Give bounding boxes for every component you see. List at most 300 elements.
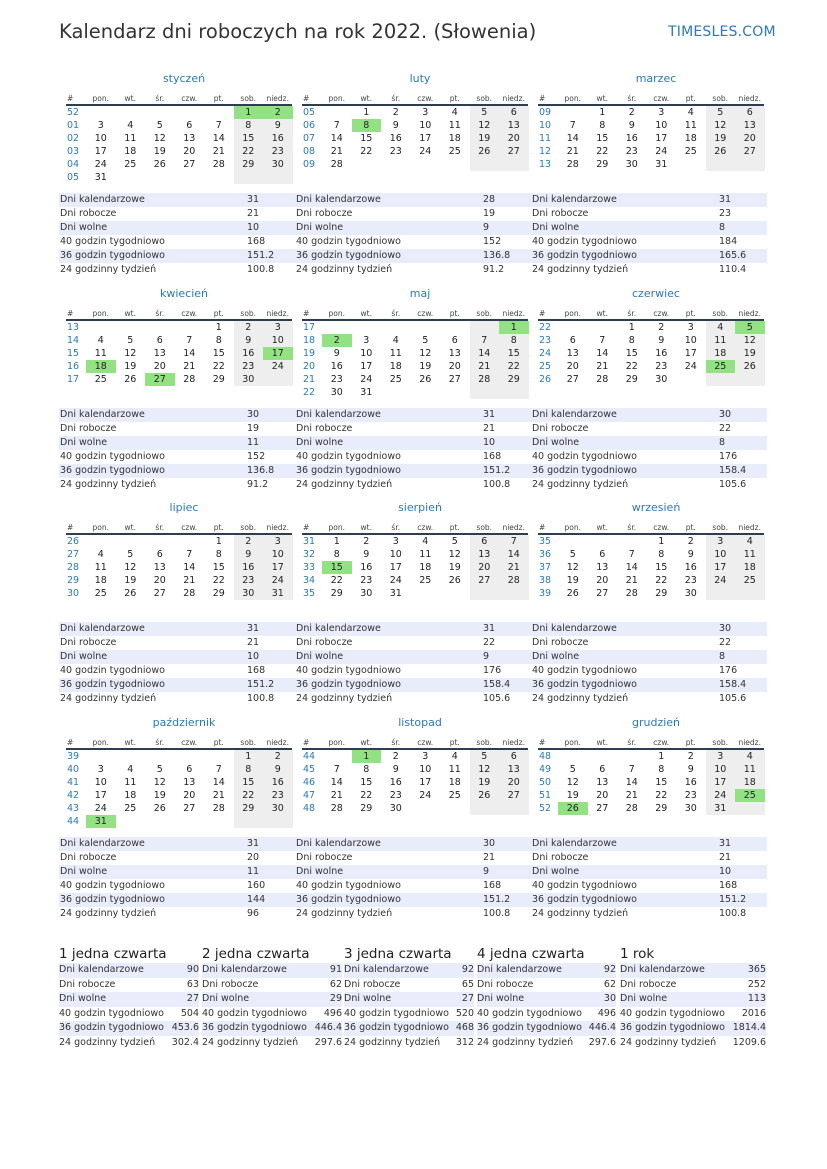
day-cell: 5 (451, 536, 458, 547)
day-cell: 4 (735, 535, 765, 548)
empty-cell (175, 535, 205, 548)
day-cell: 27 (735, 145, 765, 158)
day-cell: 17 (684, 348, 697, 359)
stats-row (531, 678, 767, 692)
summary-label: Dni kalendarzowe (202, 964, 287, 975)
day-cell: 12 (470, 763, 500, 776)
summary-row (202, 978, 342, 993)
day-cell: 26 (153, 159, 166, 170)
week-number: 45 (303, 764, 316, 775)
stats-row (59, 263, 295, 277)
day-cell: 18 (419, 562, 432, 573)
stat-value: 21 (483, 852, 496, 863)
day-cell: 10 (263, 548, 293, 561)
stats-row (531, 478, 767, 492)
day-cell: 19 (566, 790, 579, 801)
day-cell: 26 (558, 802, 588, 815)
stat-label: Dni kalendarzowe (296, 623, 381, 634)
day-cell: 13 (735, 119, 765, 132)
week-row (538, 750, 764, 763)
day-cell: 5 (156, 120, 163, 131)
summary-label: Dni robocze (477, 978, 534, 990)
stat-value: 105.6 (719, 693, 747, 704)
day-cell: 28 (625, 803, 638, 814)
day-cell: 28 (330, 159, 343, 170)
day-cell: 6 (499, 106, 529, 119)
day-cell: 4 (97, 549, 104, 560)
day-cell: 13 (448, 348, 461, 359)
week-row (66, 776, 292, 789)
day-cell: 21 (566, 146, 579, 157)
weekday-label: pt. (213, 94, 224, 103)
weekday-label: niedz. (502, 94, 526, 103)
day-cell: 29 (655, 588, 668, 599)
weekday-header (66, 736, 292, 750)
summary-value: 1209.6 (732, 1036, 766, 1048)
empty-cell (204, 171, 234, 184)
weekday-label: pt. (213, 523, 224, 532)
day-cell: 11 (706, 334, 736, 347)
weekday-header (538, 92, 764, 106)
week-number: 42 (67, 790, 80, 801)
stat-value: 21 (719, 852, 732, 863)
stat-value: 8 (719, 651, 726, 662)
day-cell: 16 (684, 777, 697, 788)
day-cell: 22 (655, 575, 668, 586)
summary-label: 36 godzin tygodniowo (620, 1022, 725, 1033)
week-row (538, 587, 764, 600)
stats-row (295, 408, 531, 422)
week-row (538, 561, 764, 574)
stat-value: 176 (719, 451, 738, 462)
day-cell: 29 (499, 373, 529, 386)
stat-label: Dni kalendarzowe (532, 194, 617, 205)
day-cell: 28 (212, 803, 225, 814)
day-cell: 7 (628, 764, 635, 775)
calendar-grid (302, 521, 528, 600)
day-cell: 10 (419, 120, 432, 131)
summary-rows (202, 963, 342, 1050)
day-cell: 7 (186, 549, 193, 560)
day-cell: 14 (330, 133, 343, 144)
summary-row (59, 1007, 199, 1022)
stat-label: 40 godzin tygodniowo (532, 236, 637, 247)
empty-cell (558, 535, 588, 548)
stats-row (295, 263, 531, 277)
stats-row (59, 664, 295, 678)
empty-cell (440, 802, 470, 815)
stat-label: 24 godzinny tydzień (296, 479, 393, 490)
day-cell: 19 (448, 562, 461, 573)
month-stats (295, 837, 531, 921)
day-cell: 10 (706, 548, 736, 561)
weekday-label: sob. (476, 738, 493, 747)
week-row (538, 789, 764, 802)
summary-value: 297.6 (588, 1036, 616, 1048)
stat-value: 168 (719, 880, 738, 891)
weekday-header (66, 307, 292, 321)
stats-row (59, 235, 295, 249)
summary-label: Dni wolne (477, 993, 525, 1004)
day-cell: 20 (470, 561, 500, 574)
summary-label: Dni robocze (344, 978, 401, 990)
day-cell: 12 (735, 334, 765, 347)
stat-value: 151.2 (247, 679, 275, 690)
week-row (538, 347, 764, 360)
summary-value: 65 (461, 978, 474, 990)
weekday-header (302, 521, 528, 535)
day-cell: 26 (706, 145, 736, 158)
day-cell: 6 (499, 750, 529, 763)
week-row (302, 334, 528, 347)
week-number: 40 (67, 764, 80, 775)
weekday-header (302, 307, 528, 321)
day-cell: 24 (94, 159, 107, 170)
weekday-label: wt. (360, 523, 372, 532)
weekday-label: śr. (155, 738, 165, 747)
day-cell: 7 (333, 764, 340, 775)
day-cell: 19 (735, 347, 765, 360)
stats-row (295, 879, 531, 893)
week-number: 12 (539, 146, 552, 157)
day-cell: 27 (183, 803, 196, 814)
day-cell: 23 (263, 145, 293, 158)
day-cell: 2 (234, 321, 264, 334)
stat-label: 40 godzin tygodniowo (532, 665, 637, 676)
weekday-label: # (67, 94, 74, 103)
week-row (302, 386, 528, 399)
stat-value: 30 (719, 409, 732, 420)
stat-value: 144 (247, 894, 266, 905)
month-block (295, 287, 535, 490)
day-cell: 22 (360, 790, 373, 801)
stat-label: 24 godzinny tydzień (296, 693, 393, 704)
summary-value: 63 (186, 978, 199, 990)
day-cell: 13 (499, 763, 529, 776)
summary-value: 62 (603, 978, 616, 990)
stats-row (59, 221, 295, 235)
stat-label: Dni robocze (296, 637, 353, 648)
day-cell: 3 (392, 536, 399, 547)
calendar-grid (302, 307, 528, 399)
month-block (295, 501, 535, 704)
week-number: 01 (67, 120, 80, 131)
weekday-label: # (303, 738, 310, 747)
stats-row (531, 235, 767, 249)
stats-row (295, 221, 531, 235)
day-cell: 16 (684, 562, 697, 573)
weekday-label: # (303, 94, 310, 103)
day-cell: 17 (706, 561, 736, 574)
stat-value: 23 (719, 208, 732, 219)
day-cell: 29 (212, 374, 225, 385)
day-cell: 24 (706, 574, 736, 587)
week-row (66, 171, 292, 184)
empty-cell (116, 750, 146, 763)
stats-row (59, 622, 295, 636)
day-cell: 2 (392, 107, 399, 118)
week-row (66, 119, 292, 132)
stat-label: 36 godzin tygodniowo (532, 894, 637, 905)
day-cell: 24 (419, 790, 432, 801)
day-cell: 8 (234, 119, 264, 132)
empty-cell (145, 106, 175, 119)
day-cell: 28 (212, 159, 225, 170)
day-cell: 23 (234, 360, 264, 373)
day-cell: 17 (360, 361, 373, 372)
day-cell: 25 (448, 790, 461, 801)
day-cell: 20 (499, 132, 529, 145)
day-cell: 13 (566, 348, 579, 359)
day-cell: 7 (499, 535, 529, 548)
brand-link[interactable]: TIMESLES.COM (668, 24, 776, 40)
day-cell: 3 (706, 750, 736, 763)
weekday-label: czw. (181, 523, 198, 532)
stat-label: 40 godzin tygodniowo (296, 236, 401, 247)
stat-label: 24 godzinny tydzień (296, 908, 393, 919)
week-row (66, 789, 292, 802)
day-cell: 27 (470, 574, 500, 587)
weekday-label: sob. (476, 523, 493, 532)
weekday-label: czw. (653, 94, 670, 103)
day-cell: 6 (451, 335, 458, 346)
day-cell: 12 (448, 549, 461, 560)
weekday-label: pon. (92, 738, 109, 747)
day-cell: 7 (215, 120, 222, 131)
day-cell: 12 (566, 562, 579, 573)
day-cell: 26 (124, 374, 137, 385)
stats-row (531, 622, 767, 636)
stat-value: 31 (719, 838, 732, 849)
empty-cell (116, 535, 146, 548)
summary-label: 40 godzin tygodniowo (620, 1007, 725, 1019)
week-number: 15 (67, 348, 80, 359)
summary-label: 40 godzin tygodniowo (202, 1007, 307, 1019)
week-number: 05 (303, 107, 316, 118)
stats-row (531, 408, 767, 422)
day-cell: 10 (706, 763, 736, 776)
weekday-label: pt. (449, 309, 460, 318)
weekday-label: czw. (417, 94, 434, 103)
day-cell: 16 (263, 776, 293, 789)
day-cell: 4 (687, 107, 694, 118)
day-cell: 26 (419, 374, 432, 385)
day-cell: 13 (596, 777, 609, 788)
weekday-header (66, 92, 292, 106)
day-cell: 23 (684, 790, 697, 801)
stat-value: 8 (719, 222, 726, 233)
day-cell: 24 (684, 361, 697, 372)
summary-row (620, 963, 766, 978)
week-row (302, 763, 528, 776)
summary-value: 252 (747, 978, 766, 990)
day-cell: 1 (658, 751, 665, 762)
summary-label: Dni kalendarzowe (344, 964, 429, 975)
day-cell: 19 (153, 790, 166, 801)
week-number: 02 (67, 133, 80, 144)
day-cell: 1 (628, 322, 635, 333)
stat-value: 10 (719, 866, 732, 877)
week-number: 34 (303, 575, 316, 586)
day-cell: 25 (124, 803, 137, 814)
week-number: 16 (67, 361, 80, 372)
week-number: 29 (67, 575, 80, 586)
weekday-label: czw. (181, 738, 198, 747)
day-cell: 19 (566, 575, 579, 586)
summary-value: 29 (329, 993, 342, 1004)
day-cell: 9 (363, 549, 370, 560)
day-cell: 2 (628, 107, 635, 118)
day-cell: 2 (658, 322, 665, 333)
day-cell: 6 (186, 120, 193, 131)
day-cell: 17 (389, 562, 402, 573)
day-cell: 20 (499, 776, 529, 789)
day-cell: 20 (448, 361, 461, 372)
stat-value: 9 (483, 222, 490, 233)
summary-label: Dni wolne (202, 993, 250, 1004)
day-cell: 7 (215, 764, 222, 775)
month-name: marzec (635, 72, 677, 85)
week-number: 39 (539, 588, 552, 599)
empty-cell (706, 373, 736, 386)
empty-cell (204, 750, 234, 763)
stats-row (295, 650, 531, 664)
week-row (302, 373, 528, 386)
summary-label: 24 godzinny tydzień (59, 1036, 156, 1048)
summary-row (202, 992, 342, 1007)
day-cell: 11 (448, 764, 461, 775)
stat-value: 30 (483, 838, 496, 849)
day-cell: 14 (625, 562, 638, 573)
day-cell: 1 (234, 750, 264, 763)
day-cell: 4 (422, 536, 429, 547)
day-cell: 7 (599, 335, 606, 346)
day-cell: 25 (94, 588, 107, 599)
summary-row (620, 978, 766, 993)
stat-label: 40 godzin tygodniowo (296, 451, 401, 462)
week-number: 03 (67, 146, 80, 157)
empty-cell (175, 750, 205, 763)
empty-cell (411, 587, 441, 600)
summary-label: 24 godzinny tydzień (202, 1036, 299, 1048)
stats-row (531, 207, 767, 221)
day-cell: 10 (655, 120, 668, 131)
stat-value: 152 (483, 236, 502, 247)
empty-cell (322, 750, 352, 763)
empty-cell (175, 321, 205, 334)
day-cell: 11 (94, 348, 107, 359)
stats-row (295, 464, 531, 478)
empty-cell (499, 802, 529, 815)
day-cell: 20 (183, 790, 196, 801)
day-cell: 22 (330, 575, 343, 586)
stat-value: 10 (247, 651, 260, 662)
weekday-label: pon. (92, 523, 109, 532)
week-number: 09 (539, 107, 552, 118)
day-cell: 31 (389, 588, 402, 599)
stats-row (531, 692, 767, 706)
weekday-label: niedz. (502, 309, 526, 318)
empty-cell (499, 587, 529, 600)
week-row (302, 106, 528, 119)
day-cell: 18 (735, 776, 765, 789)
day-cell: 2 (392, 751, 399, 762)
day-cell: 18 (448, 777, 461, 788)
week-number: 28 (67, 562, 80, 573)
stat-value: 158.4 (719, 679, 747, 690)
stat-label: 24 godzinny tydzień (60, 908, 157, 919)
day-cell: 2 (263, 106, 293, 119)
day-cell: 23 (389, 146, 402, 157)
week-row (302, 789, 528, 802)
empty-cell (263, 373, 293, 386)
stat-value: 110.4 (719, 264, 747, 275)
month-stats (59, 408, 295, 492)
stat-value: 10 (247, 222, 260, 233)
day-cell: 21 (596, 361, 609, 372)
day-cell: 27 (566, 374, 579, 385)
week-row (66, 158, 292, 171)
day-cell: 23 (330, 374, 343, 385)
summary-label: Dni wolne (620, 993, 668, 1004)
weekday-label: pon. (564, 738, 581, 747)
month-block (59, 716, 299, 919)
day-cell: 30 (263, 802, 293, 815)
day-cell: 30 (330, 387, 343, 398)
empty-cell (381, 158, 411, 171)
day-cell: 17 (419, 777, 432, 788)
summary-label: 36 godzin tygodniowo (59, 1022, 164, 1033)
day-cell: 18 (124, 790, 137, 801)
week-number: 32 (303, 549, 316, 560)
week-number: 27 (67, 549, 80, 560)
week-row (66, 106, 292, 119)
empty-cell (676, 373, 706, 386)
week-row (66, 574, 292, 587)
stat-label: 36 godzin tygodniowo (60, 894, 165, 905)
weekday-label: niedz. (502, 523, 526, 532)
day-cell: 16 (234, 561, 264, 574)
empty-cell (86, 106, 116, 119)
month-block (295, 716, 535, 919)
day-cell: 8 (658, 549, 665, 560)
stat-label: 36 godzin tygodniowo (60, 250, 165, 261)
day-cell: 26 (470, 145, 500, 158)
summary-row (620, 1021, 766, 1036)
summary-label: 24 godzinny tydzień (344, 1036, 441, 1048)
stat-value: 105.6 (483, 693, 511, 704)
empty-cell (145, 321, 175, 334)
summary-label: 40 godzin tygodniowo (344, 1007, 449, 1019)
stat-label: Dni wolne (532, 222, 580, 233)
day-cell: 5 (127, 335, 134, 346)
week-number: 04 (67, 159, 80, 170)
day-cell: 15 (234, 776, 264, 789)
stats-row (295, 678, 531, 692)
month-name: wrzesień (631, 501, 681, 514)
day-cell: 8 (499, 334, 529, 347)
week-row (538, 132, 764, 145)
week-row (302, 574, 528, 587)
day-cell: 6 (156, 335, 163, 346)
stats-row (531, 464, 767, 478)
day-cell: 29 (625, 374, 638, 385)
weekday-label: wt. (596, 309, 608, 318)
day-cell: 12 (566, 777, 579, 788)
week-row (66, 373, 292, 386)
week-number: 23 (539, 335, 552, 346)
stats-row (295, 478, 531, 492)
